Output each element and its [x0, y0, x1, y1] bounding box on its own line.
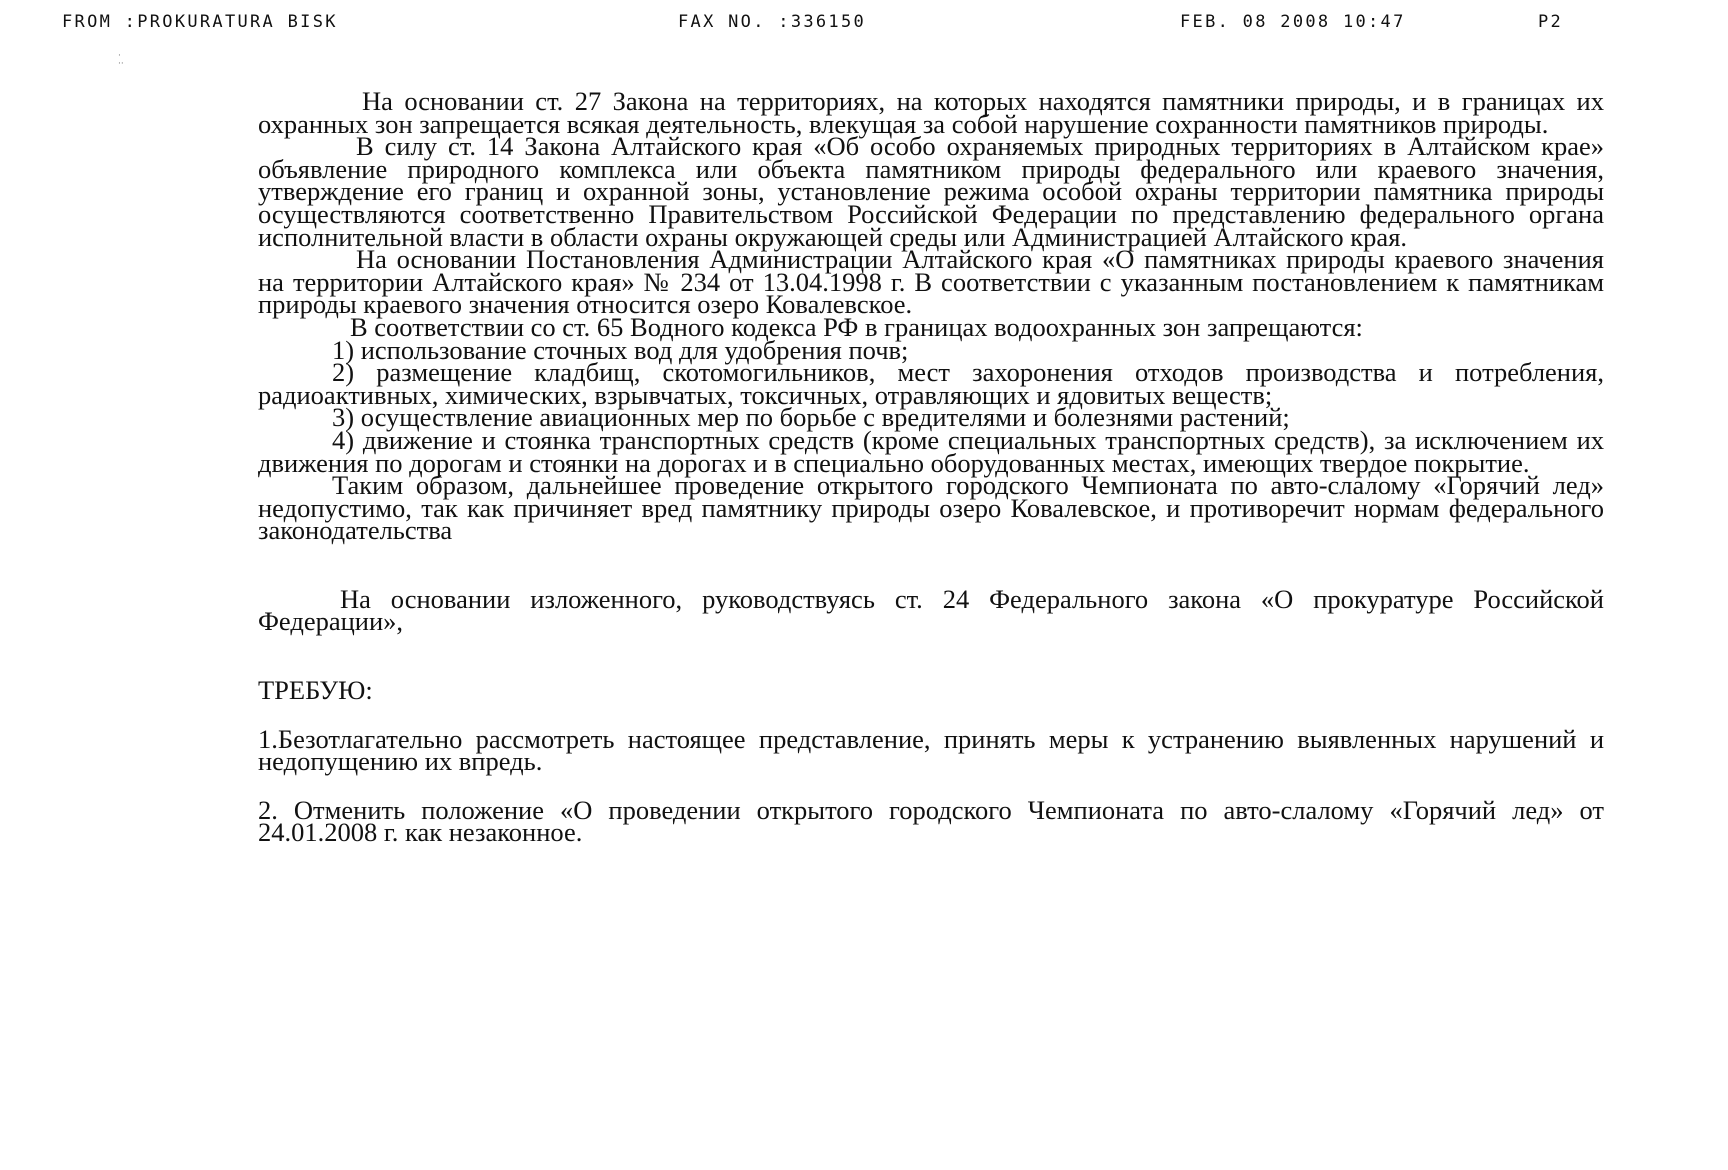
demand-heading: ТРЕБУЮ:: [258, 675, 373, 706]
list-item-3: 3) осуществление авиационных мер по борьбе с вредителями и болезнями растений;: [332, 402, 1290, 433]
demand-item-2: 2. Отменить положение «О проведении открытого городского Чемпионата по авто-слалому «Горячий лед» от 24.01.2008 г. как незаконное.: [258, 794, 1604, 848]
paragraph-legal-basis: На основании изложенного, руководствуясь ст. 24 Федерального закона «О прокуратуре Российской Федерации»,: [258, 583, 1604, 637]
fax-page-number: P2: [1538, 12, 1564, 32]
list-item-2: 2) размещение кладбищ, скотомогильников, мест захоронения отходов производства и потребления, радиоактивных, химических, взрывчатых, токсичных, отравляющих и ядовитых веществ;: [258, 357, 1604, 410]
paragraph-article-14: В силу ст. 14 Закона Алтайского края «Об особо охраняемых природных территориях в Алтайском крае» объявление природного комплекса или объекта памятником природы федерального или краевого значения, утверждение его границ и охранной зоны, установление режима особой охраны территории памятника природы осуществляются соответственно Правительством Российской Федерации по представлению федерального органа исполнительной власти в области охраны окружающей среды или Администрацией Алтайского края.: [258, 131, 1604, 252]
fax-header: [0, 12, 1728, 36]
fax-datetime: FEB. 08 2008 10:47: [1180, 12, 1406, 32]
paragraph-water-code: В соответствии со ст. 65 Водного кодекса РФ в границах водоохранных зон запрещаются:: [350, 311, 1363, 342]
demand-item-1: 1.Безотлагательно рассмотреть настоящее представление, принять меры к устранению выявленных нарушений и недопущению их впредь.: [258, 723, 1604, 777]
document-body: [258, 86, 1604, 848]
fax-number: FAX NO. :336150: [678, 12, 867, 32]
fax-from: FROM :PROKURATURA BISK: [62, 12, 338, 32]
paragraph-resolution: На основании Постановления Администрации Алтайского края «О памятниках природы краевого значения на территории Алтайского края» № 234 от 13.04.1998 г. В соответствии с указанным постановлением к памятникам природы краевого значения относится озеро Ковалевское.: [258, 244, 1604, 320]
scan-noise: · ··: [118, 51, 124, 69]
paragraph-conclusion: Таким образом, дальнейшее проведение открытого городского Чемпионата по авто-слалому «Горячий лед» недопустимо, так как причиняет вред памятнику природы озеро Ковалевское, и противоречит нормам федерального законодательства: [258, 470, 1604, 546]
paragraph-article-27: На основании ст. 27 Закона на территориях, на которых находятся памятники природы, и в границах их охранных зон запрещается всякая деятельность, влекущая за собой нарушение сохранности памятников природы.: [258, 86, 1604, 139]
list-item-4: 4) движение и стоянка транспортных средств (кроме специальных транспортных средств), за исключением их движения по дорогам и стоянки на дорогах и в специально оборудованных местах, имеющих твердое покрытие.: [258, 424, 1604, 478]
list-item-1: 1) использование сточных вод для удобрения почв;: [332, 334, 909, 365]
